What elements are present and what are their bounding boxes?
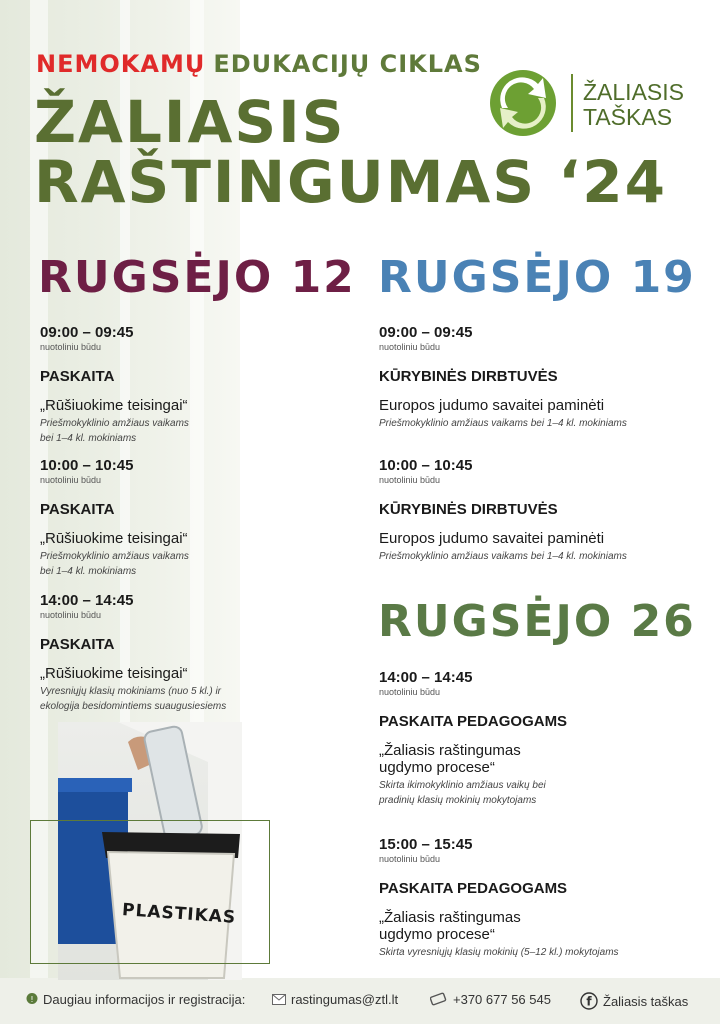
event-audience: Skirta vyresniųjų klasių mokinių (5–12 kl.) mokytojams	[379, 947, 619, 958]
recycle-arrows-icon	[488, 68, 558, 138]
phone-icon	[430, 992, 448, 1009]
event-type: PASKAITA PEDAGOGAMS	[379, 880, 568, 897]
event-mode: nuotoliniu būdu	[379, 854, 441, 864]
event-audience: Priešmokyklinio amžiaus vaikams bei 1–4 kl. mokiniams	[40, 551, 189, 577]
info-bubble-icon	[26, 993, 38, 1008]
photo-frame-outline	[30, 820, 270, 964]
date-heading-sep-19: RUGSĖJO 19	[378, 252, 696, 303]
email-link[interactable]: rastingumas@ztl.lt	[291, 992, 399, 1007]
event-card	[40, 592, 226, 714]
event-mode: nuotoliniu būdu	[379, 687, 441, 697]
svg-text:!: !	[30, 995, 34, 1005]
event-time: 14:00 – 14:45	[379, 669, 473, 686]
date-heading-sep-26: RUGSĖJO 26	[378, 596, 696, 647]
event-time: 10:00 – 10:45	[40, 457, 134, 474]
event-time: 09:00 – 09:45	[379, 324, 473, 341]
event-type: PASKAITA	[40, 368, 115, 385]
zaliasis-taskas-logo	[488, 68, 688, 138]
date-heading-sep-12: RUGSĖJO 12	[38, 252, 356, 303]
event-audience: Priešmokyklinio amžiaus vaikams bei 1–4 kl. mokiniams	[379, 418, 627, 429]
event-topic: „Žaliasis raštingumas ugdymo procese“	[379, 909, 521, 943]
event-topic: Europos judumo savaitei paminėti	[379, 530, 605, 547]
event-mode: nuotoliniu būdu	[40, 342, 102, 352]
event-time: 14:00 – 14:45	[40, 592, 134, 609]
event-audience: Skirta ikimokyklinio amžiaus vaikų bei pradinių klasių mokinių mokytojams	[379, 780, 546, 806]
facebook-page-link[interactable]: Žaliasis taškas	[603, 993, 689, 1009]
event-topic: „Rūšiuokime teisingai“	[40, 397, 188, 414]
logo-line-1: ŽALIASIS	[583, 79, 684, 105]
footer-email[interactable]	[272, 992, 398, 1008]
event-type: KŪRYBINĖS DIRBTUVĖS	[379, 368, 558, 385]
event-audience: Vyresniųjų klasių mokiniams (nuo 5 kl.) ir ekologija besidomintiems suaugusiesiems	[40, 686, 227, 712]
event-time: 15:00 – 15:45	[379, 836, 473, 853]
logo-line-2: TAŠKAS	[583, 104, 673, 130]
event-card	[379, 836, 619, 960]
event-topic: Europos judumo savaitei paminėti	[379, 397, 605, 414]
footer-info-text: Daugiau informacijos ir registracija:	[43, 992, 246, 1007]
event-audience: Priešmokyklinio amžiaus vaikams bei 1–4 kl. mokiniams	[40, 418, 189, 444]
svg-text:f: f	[586, 994, 592, 1009]
footer-info	[26, 992, 245, 1008]
series-label: EDUKACIJŲ CIKLAS	[213, 50, 482, 78]
event-card	[379, 457, 627, 564]
event-card	[379, 669, 567, 808]
facebook-icon	[580, 992, 598, 1013]
footer-phone[interactable]	[430, 992, 551, 1009]
event-audience: Priešmokyklinio amžiaus vaikams bei 1–4 kl. mokiniams	[379, 551, 627, 562]
event-mode: nuotoliniu būdu	[379, 342, 441, 352]
title-line-1: ŽALIASIS	[34, 88, 346, 156]
free-label: NEMOKAMŲ	[36, 50, 206, 78]
phone-number[interactable]: +370 677 56 545	[453, 992, 551, 1007]
event-mode: nuotoliniu būdu	[40, 475, 102, 485]
event-type: PASKAITA PEDAGOGAMS	[379, 713, 568, 730]
event-card	[40, 457, 189, 579]
bin-label: PLASTIKAS	[121, 900, 237, 928]
title-line-2: RAŠTINGUMAS ‘24	[34, 148, 668, 216]
event-type: PASKAITA	[40, 636, 115, 653]
event-topic: „Žaliasis raštingumas ugdymo procese“	[379, 742, 521, 776]
series-subtitle	[36, 50, 482, 78]
event-type: KŪRYBINĖS DIRBTUVĖS	[379, 501, 558, 518]
envelope-icon	[272, 993, 286, 1008]
event-topic: „Rūšiuokime teisingai“	[40, 665, 188, 682]
event-topic: „Rūšiuokime teisingai“	[40, 530, 188, 547]
event-card	[379, 324, 627, 431]
event-card	[40, 324, 189, 446]
logo-divider	[571, 74, 573, 132]
event-type: PASKAITA	[40, 501, 115, 518]
footer-facebook[interactable]	[580, 992, 688, 1013]
event-time: 10:00 – 10:45	[379, 457, 473, 474]
event-mode: nuotoliniu būdu	[40, 610, 102, 620]
event-mode: nuotoliniu būdu	[379, 475, 441, 485]
event-time: 09:00 – 09:45	[40, 324, 134, 341]
logo-wordmark	[583, 80, 684, 130]
